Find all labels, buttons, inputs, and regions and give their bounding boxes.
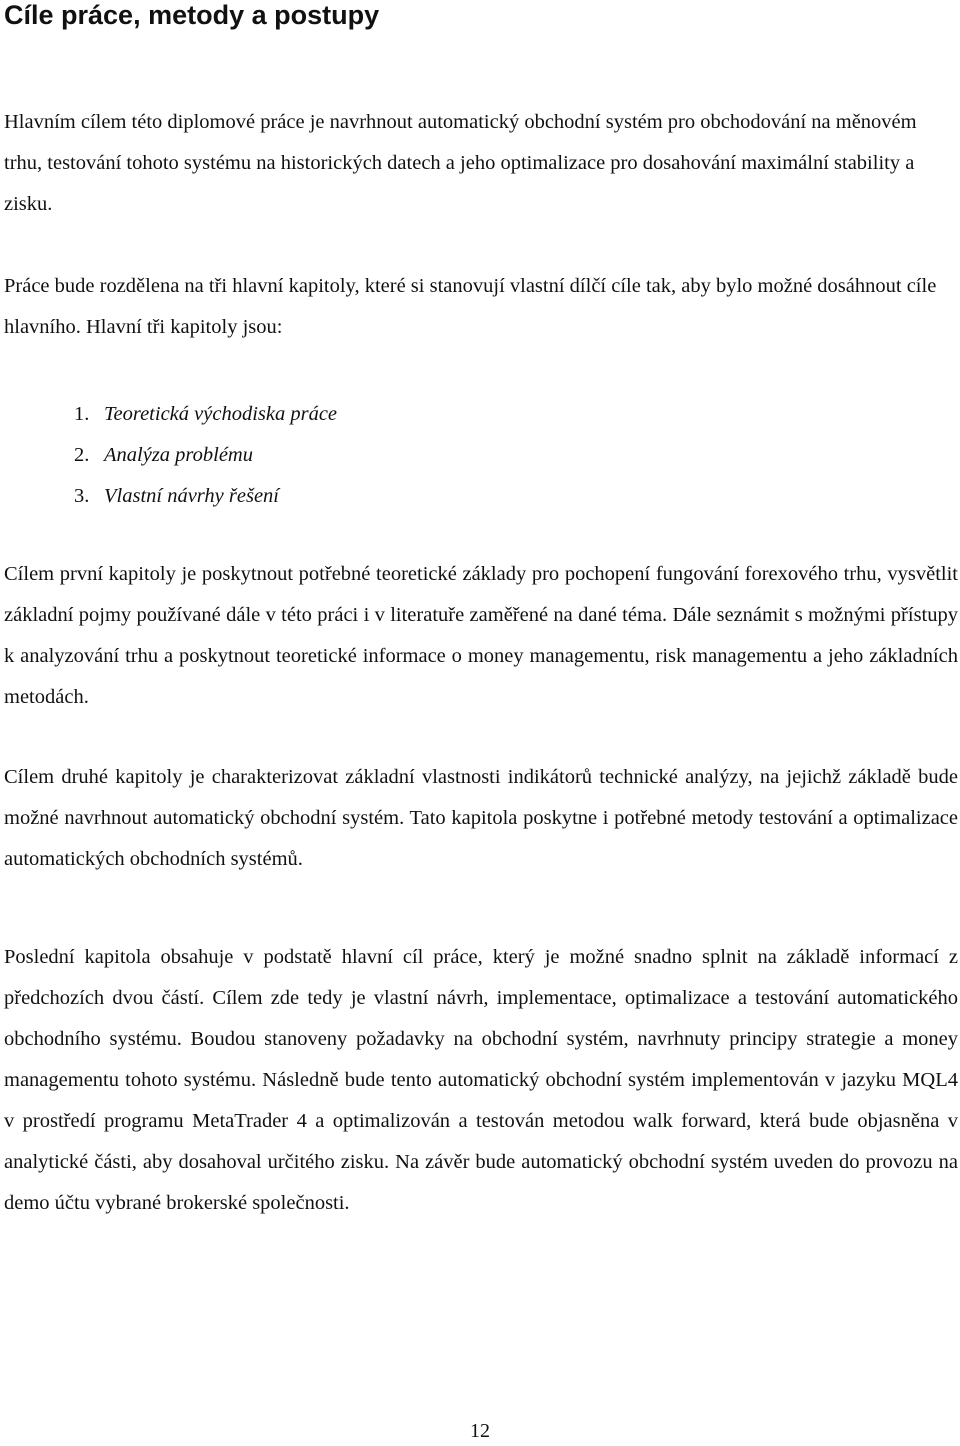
first-chapter-paragraph: Cílem první kapitoly je poskytnout potřebné teoretické základy pro pochopení fungování forexového trhu, vysvětlit základní pojmy používané dále v této práci i v literatuře zaměřené na dané téma. Dále seznámit s možnými přístupy k analyzování trhu a poskytnout teoretické informace o money managementu, risk managementu a jeho základních metodách. xyxy=(4,563,958,708)
last-chapter-paragraph: Poslední kapitola obsahuje v podstatě hlavní cíl práce, který je možné snadno splnit na základě informací z předchozích dvou částí. Cílem zde tedy je vlastní návrh, implementace, optimalizace a testování automatického obchodního systému. Boudou stanoveny požadavky na obchodní systém, navrhnuty principy strategie a money managementu tohoto systému. Následně bude tento automatický obchodní systém implementován v jazyku MQL4 v prostředí programu MetaTrader 4 a optimalizován a testován metodou walk forward, která bude objasněna v analytické části, aby dosahoval určitého zisku. Na závěr bude automatický obchodní systém uveden do provozu na demo účtu vybrané brokerské společnosti. xyxy=(4,946,958,1214)
chapter-number: 1. xyxy=(74,403,90,425)
chapter-number: 3. xyxy=(74,485,90,507)
chapter-list-item xyxy=(74,435,337,476)
chapter-title: Vlastní návrhy řešení xyxy=(104,485,279,507)
chapters-intro-paragraph: Práce bude rozdělena na tři hlavní kapitoly, které si stanovují vlastní dílčí cíle tak, aby bylo možné dosáhnout cíle hlavního. Hlavní tři kapitoly jsou: xyxy=(4,275,937,338)
chapter-list xyxy=(74,394,337,517)
page-number: 12 xyxy=(470,1420,490,1442)
chapter-number: 2. xyxy=(74,444,90,466)
chapter-title: Analýza problému xyxy=(104,444,253,466)
chapter-list-item xyxy=(74,476,337,517)
section-heading: Cíle práce, metody a postupy xyxy=(4,0,380,30)
chapter-list-item xyxy=(74,394,337,435)
chapter-title: Teoretická východiska práce xyxy=(104,403,338,425)
intro-paragraph: Hlavním cílem této diplomové práce je navrhnout automatický obchodní systém pro obchodování na měnovém trhu, testování tohoto systému na historických datech a jeho optimalizace pro dosahování maximální stability a zisku. xyxy=(4,111,917,215)
second-chapter-paragraph: Cílem druhé kapitoly je charakterizovat základní vlastnosti indikátorů technické analýzy, na jejichž základě bude možné navrhnout automatický obchodní systém. Tato kapitola poskytne i potřebné metody testování a optimalizace automatických obchodních systémů. xyxy=(4,766,958,870)
